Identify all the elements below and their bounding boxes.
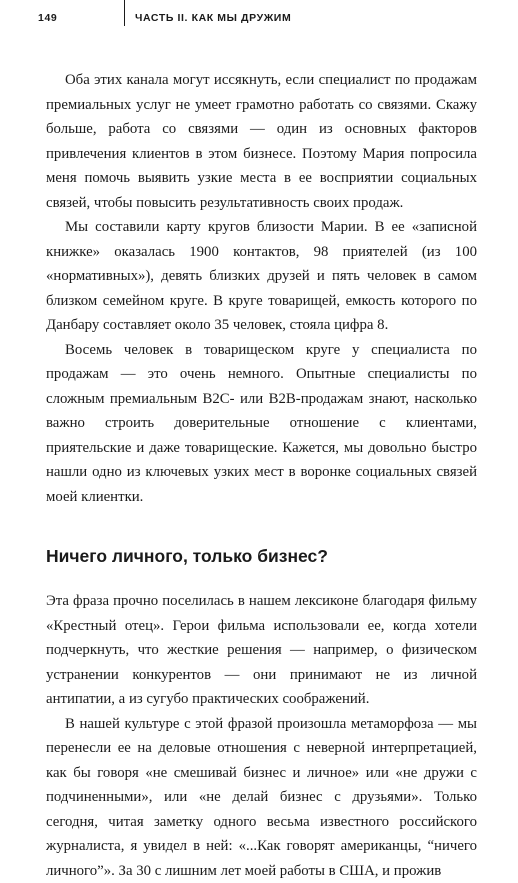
running-head-title: ЧАСТЬ II. КАК МЫ ДРУЖИМ <box>135 12 291 24</box>
header-divider <box>124 0 125 26</box>
paragraph: Мы составили карту кругов близости Марии. В ее «записной книжке» оказалась 1900 контактов, 98 приятелей (из 100 «нормативных»), девять близких друзей и пять человек в самом близком семейном круге. В круге товарищей, емкость которого по Данбару составляет около 35 человек, стояла цифра 8. <box>46 215 477 338</box>
page-number: 149 <box>38 12 57 24</box>
paragraph: В нашей культуре с этой фразой произошла метаморфоза — мы перенесли ее на деловые отношения с неверной интерпретацией, как бы говоря «не смешивай бизнес и личное» или «не дружи с подчиненными», или «не делай бизнес с друзьями». Только сегодня, читая заметку одного весьма известного российского журналиста, я увидел в ней: «...Как говорят американцы, “ничего личного”». За 30 с лишним лет моей работы в США, и прожив <box>46 712 477 883</box>
running-header <box>38 9 498 33</box>
paragraph: Эта фраза прочно поселилась в нашем лексиконе благодаря фильму «Крестный отец». Герои фильма использовали ее, когда хотели подчеркнуть, что жесткие решения — например, о физическом устранении конкурентов — они принимают не из личной антипатии, а из сугубо практических соображений. <box>46 589 477 712</box>
paragraph: Восемь человек в товарищеском круге у специалиста по продажам — это очень немного. Опытные специалисты по сложным премиальным B2C- или B2B-продажам знают, насколько важно строить доверительные отношение с клиентами, приятельские и даже товарищеские. Кажется, мы довольно быстро нашли одно из ключевых узких мест в воронке социальных связей моей клиентки. <box>46 338 477 510</box>
section-heading: Ничего личного, только бизнес? <box>46 544 477 568</box>
page-body <box>46 68 477 883</box>
paragraph: Оба этих канала могут иссякнуть, если специалист по продажам премиальных услуг не умеет грамотно работать со связями. Скажу больше, работа со связями — один из основных факторов привлечения клиентов в этом бизнесе. Поэтому Мария попросила меня помочь выявить узкие места в ее восприятии социальных связей, чтобы повысить результативность своих продаж. <box>46 68 477 215</box>
